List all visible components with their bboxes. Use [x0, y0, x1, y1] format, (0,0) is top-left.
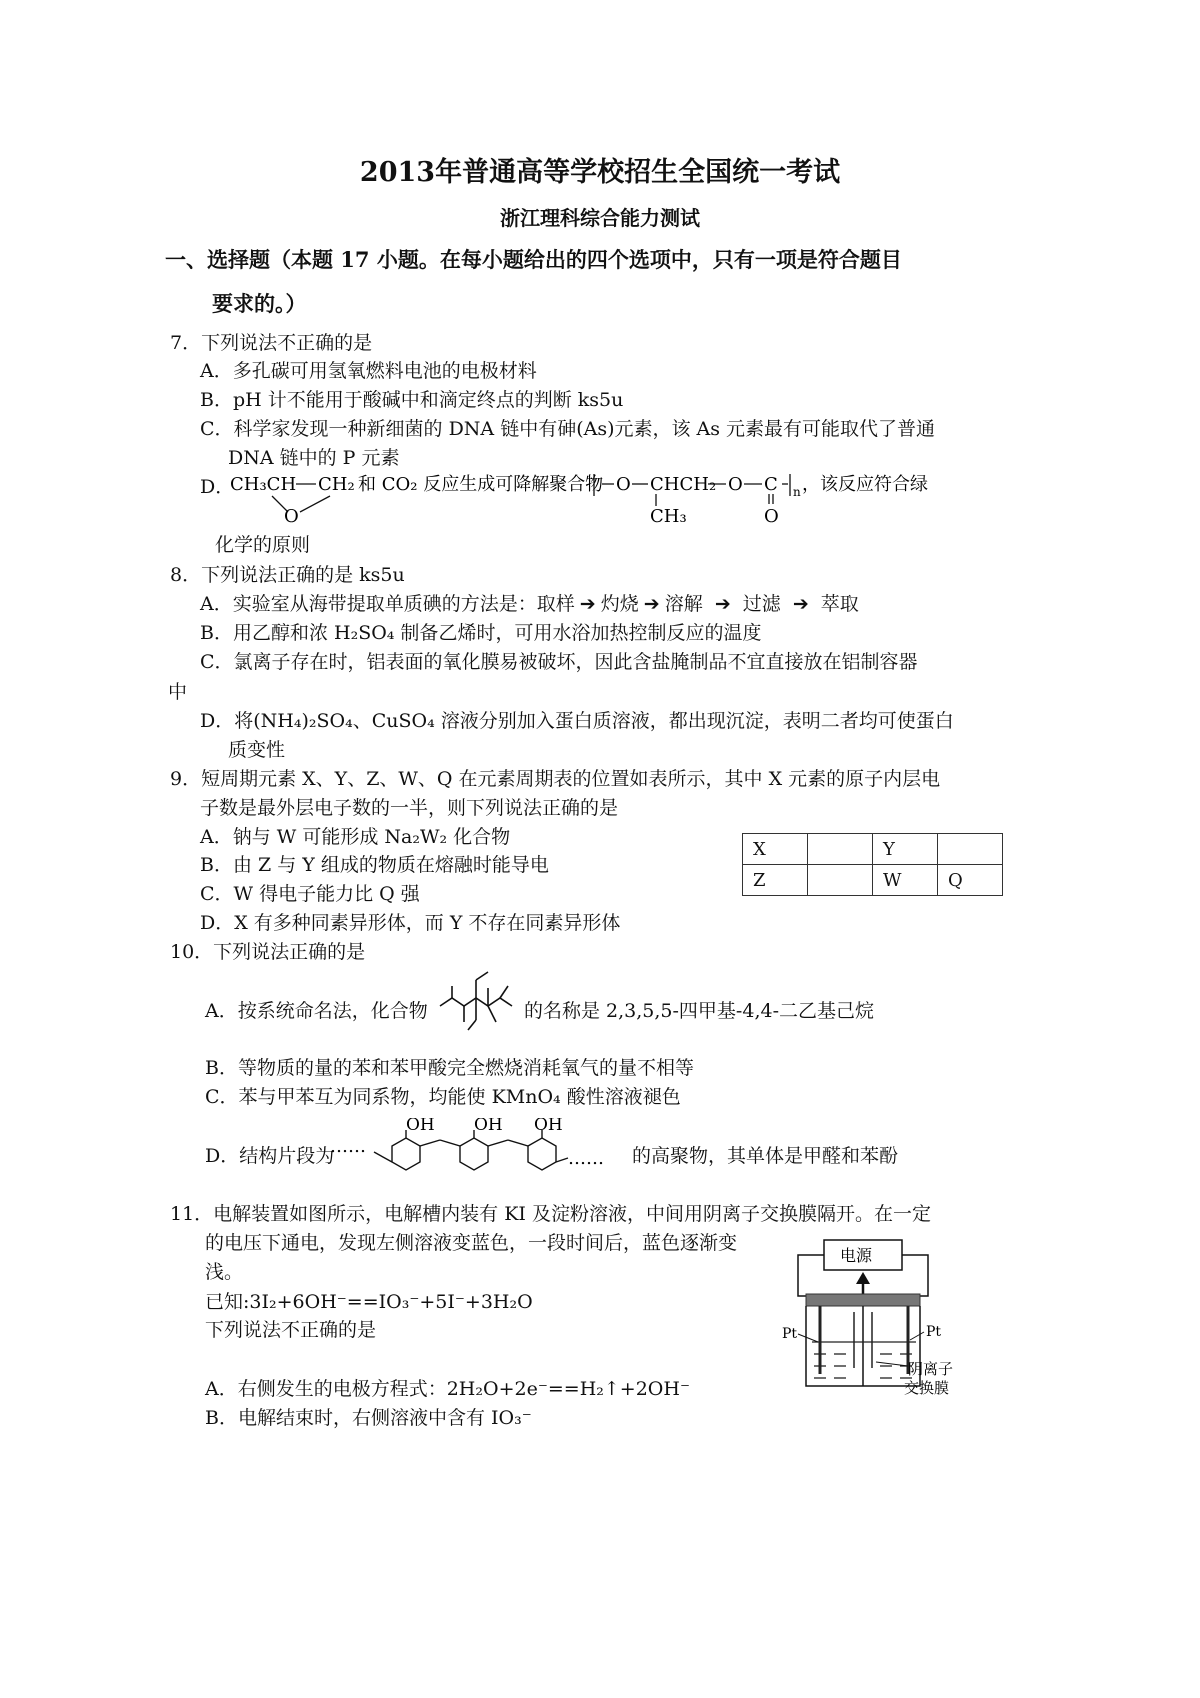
q7-option-c-line1: C．科学家发现一种新细菌的 DNA 链中有砷(As)元素，该 As 元素最有可能取代了普通	[200, 418, 936, 440]
left-electrode-label: Pt	[782, 1326, 798, 1342]
epoxide-ch2: CH₂	[318, 474, 355, 495]
q10-option-b: B．等物质的量的苯和苯甲酸完全燃烧消耗氧气的量不相等	[205, 1057, 694, 1079]
hydroxyl-1: OH	[406, 1118, 435, 1135]
hydroxyl-3: OH	[534, 1118, 563, 1135]
q11-stem-line1: 11．电解装置如图所示，电解槽内装有 KI 及淀粉溶液，中间用阴离子交换膜隔开。在一定	[170, 1203, 931, 1225]
benzene-ring-3	[528, 1138, 556, 1170]
q11-option-b: B．电解结束时，右侧溶液中含有 IO₃⁻	[205, 1407, 532, 1429]
q9-stem-line1: 9．短周期元素 X、Y、Z、W、Q 在元素周期表的位置如表所示，其中 X 元素的原子内层电	[170, 768, 941, 790]
q7-option-a: A．多孔碳可用氢氧燃料电池的电极材料	[200, 360, 537, 382]
page-subtitle: 浙江理科综合能力测试	[500, 206, 700, 230]
table-cell	[808, 834, 873, 865]
q7-stem: 7．下列说法不正确的是	[170, 332, 373, 354]
table-cell: Y	[873, 834, 938, 865]
q8-option-c-line1: C．氯离子存在时，铝表面的氧化膜易被破坏，因此含盐腌制品不宜直接放在铝制容器	[200, 651, 918, 673]
q9-option-d: D．X 有多种同素异形体，而 Y 不存在同素异形体	[200, 912, 621, 934]
periodic-table-fragment	[742, 833, 1003, 896]
q8-option-d-line2: 质变性	[228, 739, 286, 761]
step: 萃取	[820, 593, 859, 615]
q7-option-c-line2: DNA 链中的 P 元素	[228, 447, 400, 469]
page-title: 2013年普通高等学校招生全国统一考试	[359, 157, 841, 188]
arrow-right-icon: ➔	[792, 593, 809, 615]
skeletal-formula-alkane	[438, 968, 518, 1032]
q7-option-d-structures	[230, 468, 950, 526]
table-cell	[808, 865, 873, 896]
step: 溶解	[664, 593, 703, 615]
hydroxyl-2: OH	[474, 1118, 503, 1135]
step: 灼烧	[600, 593, 639, 615]
membrane-label-line2: 交换膜	[904, 1379, 950, 1397]
q10-option-a-suffix: 的名称是 2,3,5,5-四甲基-4,4-二乙基己烷	[524, 1000, 874, 1022]
table-cell: Z	[743, 865, 808, 896]
step: 取样	[536, 593, 575, 615]
q8-option-d-line1: D．将(NH₄)₂SO₄、CuSO₄ 溶液分别加入蛋白质溶液，都出现沉淀，表明二者均可使蛋白	[200, 710, 954, 732]
step: 过滤	[742, 593, 781, 615]
q9-option-c: C．W 得电子能力比 Q 强	[200, 883, 420, 905]
q7-option-b: B．pH 计不能用于酸碱中和滴定终点的判断 ks5u	[200, 389, 624, 411]
arrow-right-icon: ➔	[714, 593, 731, 615]
q10-option-d-prefix: D．结构片段为	[205, 1145, 335, 1167]
benzene-ring-2	[460, 1138, 488, 1170]
section-heading-line2: 要求的。）	[212, 291, 307, 316]
polymer-n: n	[793, 485, 801, 499]
q8-option-c-line2: 中	[168, 681, 188, 703]
table-row	[743, 865, 1003, 896]
q11-stem-line2: 的电压下通电，发现左侧溶液变蓝色，一段时间后，蓝色逐渐变	[205, 1232, 738, 1254]
membrane-label-line1: 阴离子	[908, 1360, 954, 1378]
epoxide-oxygen: O	[284, 506, 299, 526]
q9-option-b: B．由 Z 与 Y 组成的物质在熔融时能导电	[200, 854, 549, 876]
ellipsis-left: ……	[330, 1136, 366, 1157]
q7-d-middle-text: 和 CO₂ 反应生成可降解聚合物	[358, 474, 604, 495]
polymer-o2: O	[728, 474, 743, 495]
arrow-up-icon	[856, 1272, 870, 1284]
polymer-carbonyl-c: C	[764, 474, 778, 495]
phenol-formaldehyde-fragment	[322, 1118, 622, 1176]
q8-stem: 8．下列说法正确的是 ks5u	[170, 564, 405, 586]
q8-option-a	[200, 589, 859, 616]
q10-option-a-prefix: A．按系统命名法，化合物	[205, 1000, 428, 1022]
table-cell	[938, 834, 1003, 865]
polymer-o1: O	[616, 474, 631, 495]
power-source-label: 电源	[840, 1246, 873, 1265]
polymer-ch3: CH₃	[650, 506, 687, 526]
right-electrode-label: Pt	[926, 1324, 942, 1340]
benzene-ring-1	[392, 1138, 420, 1170]
q11-known-equation: 已知:3I₂+6OH⁻==IO₃⁻+5I⁻+3H₂O	[205, 1291, 533, 1313]
q11-question: 下列说法不正确的是	[205, 1319, 377, 1341]
q9-option-a: A．钠与 W 可能形成 Na₂W₂ 化合物	[200, 826, 511, 848]
arrow-right-icon: ➔	[579, 593, 596, 615]
q10-option-d-suffix: 的高聚物，其单体是甲醛和苯酚	[632, 1145, 899, 1167]
q8-option-b: B．用乙醇和浓 H₂SO₄ 制备乙烯时，可用水浴加热控制反应的温度	[200, 622, 762, 644]
q10-stem: 10．下列说法正确的是	[170, 941, 366, 963]
polymer-chch2: CHCH₂	[650, 474, 717, 495]
table-cell: X	[743, 834, 808, 865]
q7-d-suffix: ，该反应符合绿	[802, 474, 928, 495]
q7-option-d-line2: 化学的原则	[215, 534, 311, 556]
table-cell: W	[873, 865, 938, 896]
q8-a-prefix: A．实验室从海带提取单质碘的方法是：	[200, 593, 537, 615]
table-cell: Q	[938, 865, 1003, 896]
cell-lid	[806, 1294, 920, 1306]
table-row	[743, 834, 1003, 865]
electrolysis-apparatus-diagram	[776, 1236, 976, 1406]
arrow-right-icon: ➔	[643, 593, 660, 615]
epoxide-bond-right	[300, 496, 330, 512]
q9-stem-line2: 子数是最外层电子数的一半，则下列说法正确的是	[200, 797, 619, 819]
q11-option-a: A．右侧发生的电极方程式：2H₂O+2e⁻==H₂↑+2OH⁻	[205, 1378, 690, 1400]
q10-option-c: C．苯与甲苯互为同系物，均能使 KMnO₄ 酸性溶液褪色	[205, 1086, 681, 1108]
polymer-carbonyl-o: O	[764, 506, 779, 526]
q11-stem-line3: 浅。	[205, 1261, 244, 1283]
q7-option-d-prefix: D．	[200, 476, 235, 498]
ellipsis-right: ……	[568, 1148, 604, 1169]
epoxide-ch3ch: CH₃CH	[230, 474, 297, 495]
section-heading-line1: 一、选择题（本题 17 小题。在每小题给出的四个选项中，只有一项是符合题目	[165, 247, 902, 272]
